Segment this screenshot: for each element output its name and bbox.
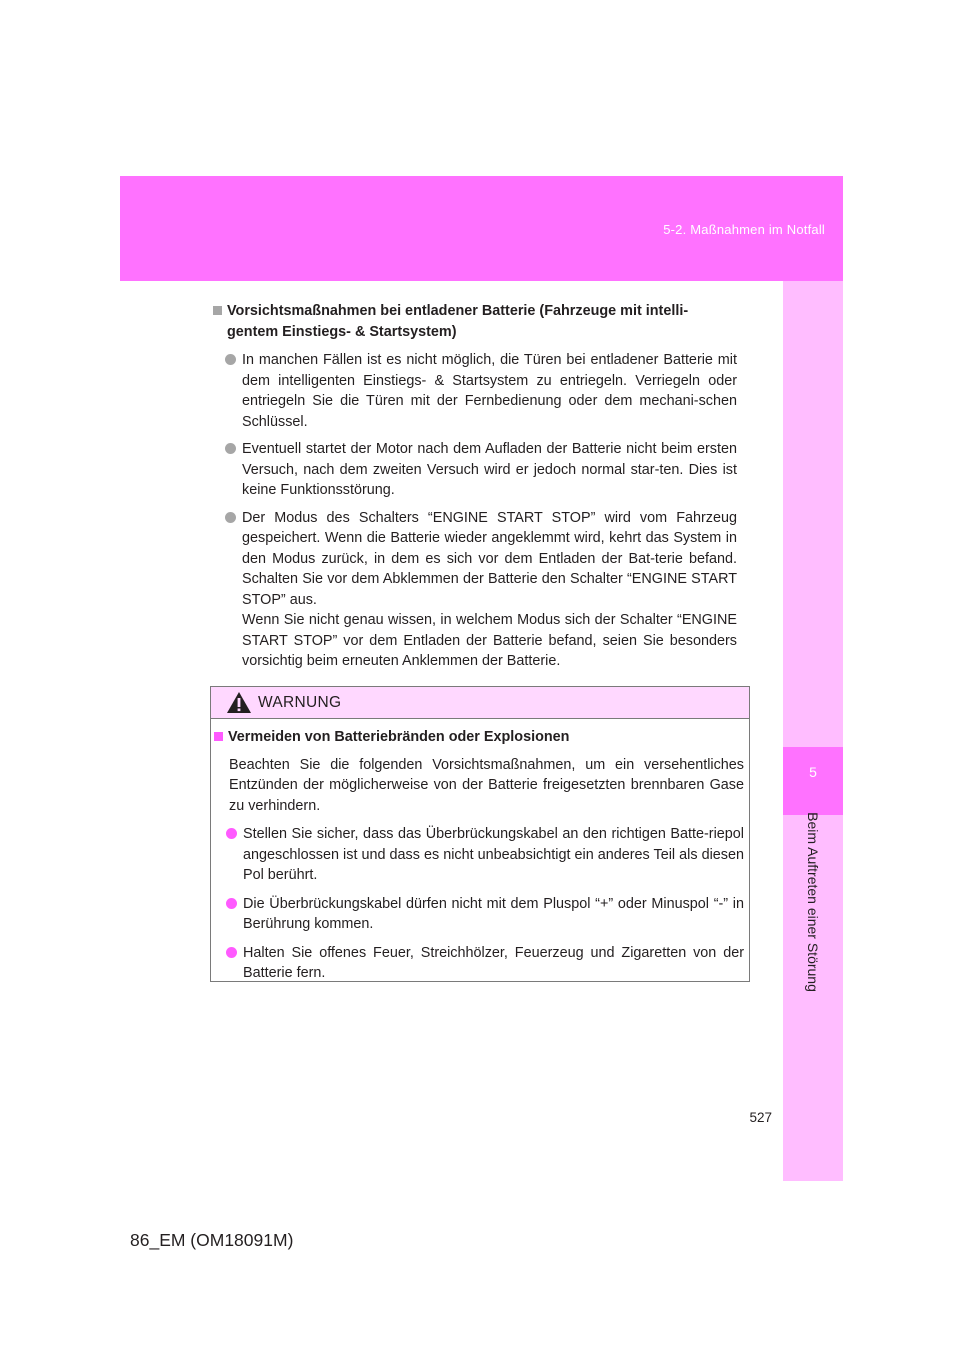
warning-body (214, 727, 744, 992)
list-item-paragraph: Der Modus des Schalters “ENGINE START STOP” wird vom Fahrzeug gespeichert. Wenn die Batterie wieder angeklemmt wird, kehrt das System in den Modus zurück, in dem es sich vor dem Entladen der Bat-terie befand. Schalten Sie vor dem Abklemmen der Batterie den Schalter “ENGINE START STOP” aus. (242, 509, 737, 608)
warning-heading-text: Vermeiden von Batteriebränden oder Explosionen (228, 729, 570, 745)
warning-title: WARNUNG (258, 693, 342, 711)
list-item (225, 350, 737, 432)
section-title: 5-2. Maßnahmen im Notfall (663, 222, 825, 237)
main-content (213, 301, 737, 679)
list-item (226, 943, 744, 984)
list-item-text: Eventuell startet der Motor nach dem Aufladen der Batterie nicht beim ersten Versuch, nach dem zweiten Versuch wird er jedoch normal star-ten. Dies ist keine Funktionsstörung. (242, 441, 737, 498)
list-item-paragraph: Wenn Sie nicht genau wissen, in welchem Modus sich der Schalter “ENGINE START STOP” vor dem Entladen der Batterie befand, seien Sie besonders vorsichtig beim erneuten Anklemmen der Batterie. (242, 612, 737, 669)
header-band (120, 176, 843, 281)
list-item-text (242, 508, 737, 672)
warning-intro: Beachten Sie die folgenden Vorsichtsmaßnahmen, um ein versehentliches Entzünden der möglicherweise von der Batterie freigesetzten brennbaren Gase zu verhindern. (229, 756, 744, 814)
footer-code: 86_EM (OM18091M) (130, 1230, 294, 1250)
warning-heading (214, 727, 744, 748)
square-bullet-icon (213, 306, 222, 315)
list-item-text: Halten Sie offenes Feuer, Streichhölzer, Feuerzeug und Zigaretten von der Batterie fern. (243, 944, 744, 981)
chapter-number: 5 (809, 764, 817, 780)
side-tab (783, 281, 843, 1181)
circle-bullet-icon (225, 443, 236, 454)
chapter-title: Beim Auftreten einer Störung (805, 812, 821, 992)
section-heading-text: Vorsichtsmaßnahmen bei entladener Batterie (Fahrzeuge mit intelli-gentem Einstiegs- & Startsystem) (227, 303, 689, 340)
circle-bullet-icon (226, 947, 237, 958)
list-item-text: In manchen Fällen ist es nicht möglich, die Türen bei entladener Batterie mit dem intelligenten Einstiegs- & Startsystem zu entriegeln. Verriegeln oder entriegeln Sie die Türen mit der Fernbedienung oder dem mechani-schen Schlüssel. (242, 352, 737, 430)
circle-bullet-icon (225, 512, 236, 523)
circle-bullet-icon (226, 828, 237, 839)
list-item (225, 439, 737, 501)
list-item-text: Stellen Sie sicher, dass das Überbrückungskabel an den richtigen Batte-riepol angeschlossen ist und dass es nicht unbeabsichtigt ein anderes Teil als diesen Pol berührt. (243, 826, 744, 883)
page-number: 527 (749, 1110, 772, 1125)
list-item-text: Die Überbrückungskabel dürfen nicht mit dem Pluspol “+” oder Minuspol “-” in Berührung kommen. (243, 895, 744, 932)
section-heading (213, 301, 737, 342)
list-item (225, 508, 737, 672)
warning-box (210, 686, 750, 982)
square-bullet-icon (214, 732, 223, 741)
warning-triangle-icon (226, 691, 252, 714)
warning-header (211, 687, 749, 719)
circle-bullet-icon (226, 898, 237, 909)
list-item (226, 824, 744, 886)
list-item (226, 894, 744, 935)
chapter-tab (783, 747, 843, 815)
circle-bullet-icon (225, 354, 236, 365)
